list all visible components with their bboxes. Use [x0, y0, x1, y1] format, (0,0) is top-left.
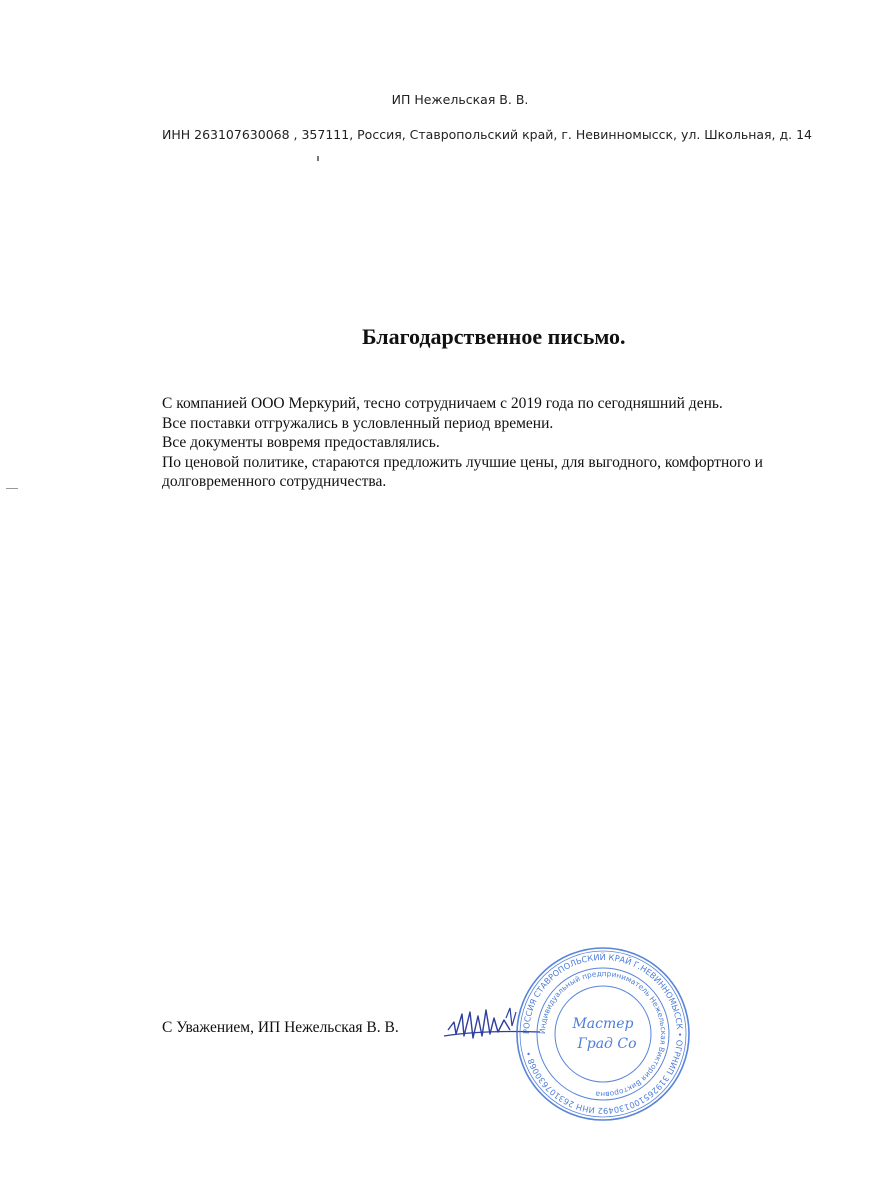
stamp-outer-text: РОССИЯ СТАВРОПОЛЬСКИЙ КРАЙ Г.НЕВИННОМЫССК • ОГРНИП 319265100130492 ИНН 263107630068 •: [520, 951, 686, 1117]
stamp-center-line-2: Град Со: [577, 1036, 637, 1052]
letter-paragraph: С компанией ООО Меркурий, тесно сотрудничаем с 2019 года по сегодняшний день.: [162, 395, 723, 412]
header-name: ИП Нежельская В. В.: [391, 92, 529, 107]
stamp-center-line-1: Мастер: [572, 1016, 634, 1032]
letter-title: Благодарственное письмо.: [362, 324, 626, 349]
closing-line: С Уважением, ИП Нежельская В. В.: [162, 1019, 399, 1036]
paper-speck: [317, 156, 319, 161]
stamp-inner-text: Индивидуальный предприниматель Нежельская Виктория Викторовна: [537, 968, 669, 1100]
letter-paragraph: По ценовой политике, стараются предложить лучшие цены, для выгодного, комфортного и долговременного сотрудничества.: [162, 453, 763, 491]
letter-paragraph: Все поставки отгружались в условленный период времени.: [162, 414, 554, 432]
letter-paragraph: Все документы вовремя предоставлялись.: [162, 434, 440, 452]
letter-body: [162, 394, 822, 492]
svg-text:Индивидуальный предприниматель: [538, 969, 668, 1099]
paper-edge-mark: [6, 488, 18, 489]
header-address: ИНН 263107630068 , 357111, Россия, Ставропольский край, г. Невинномысск, ул. Школьная, д. 14: [162, 127, 812, 142]
company-stamp: [513, 944, 693, 1124]
